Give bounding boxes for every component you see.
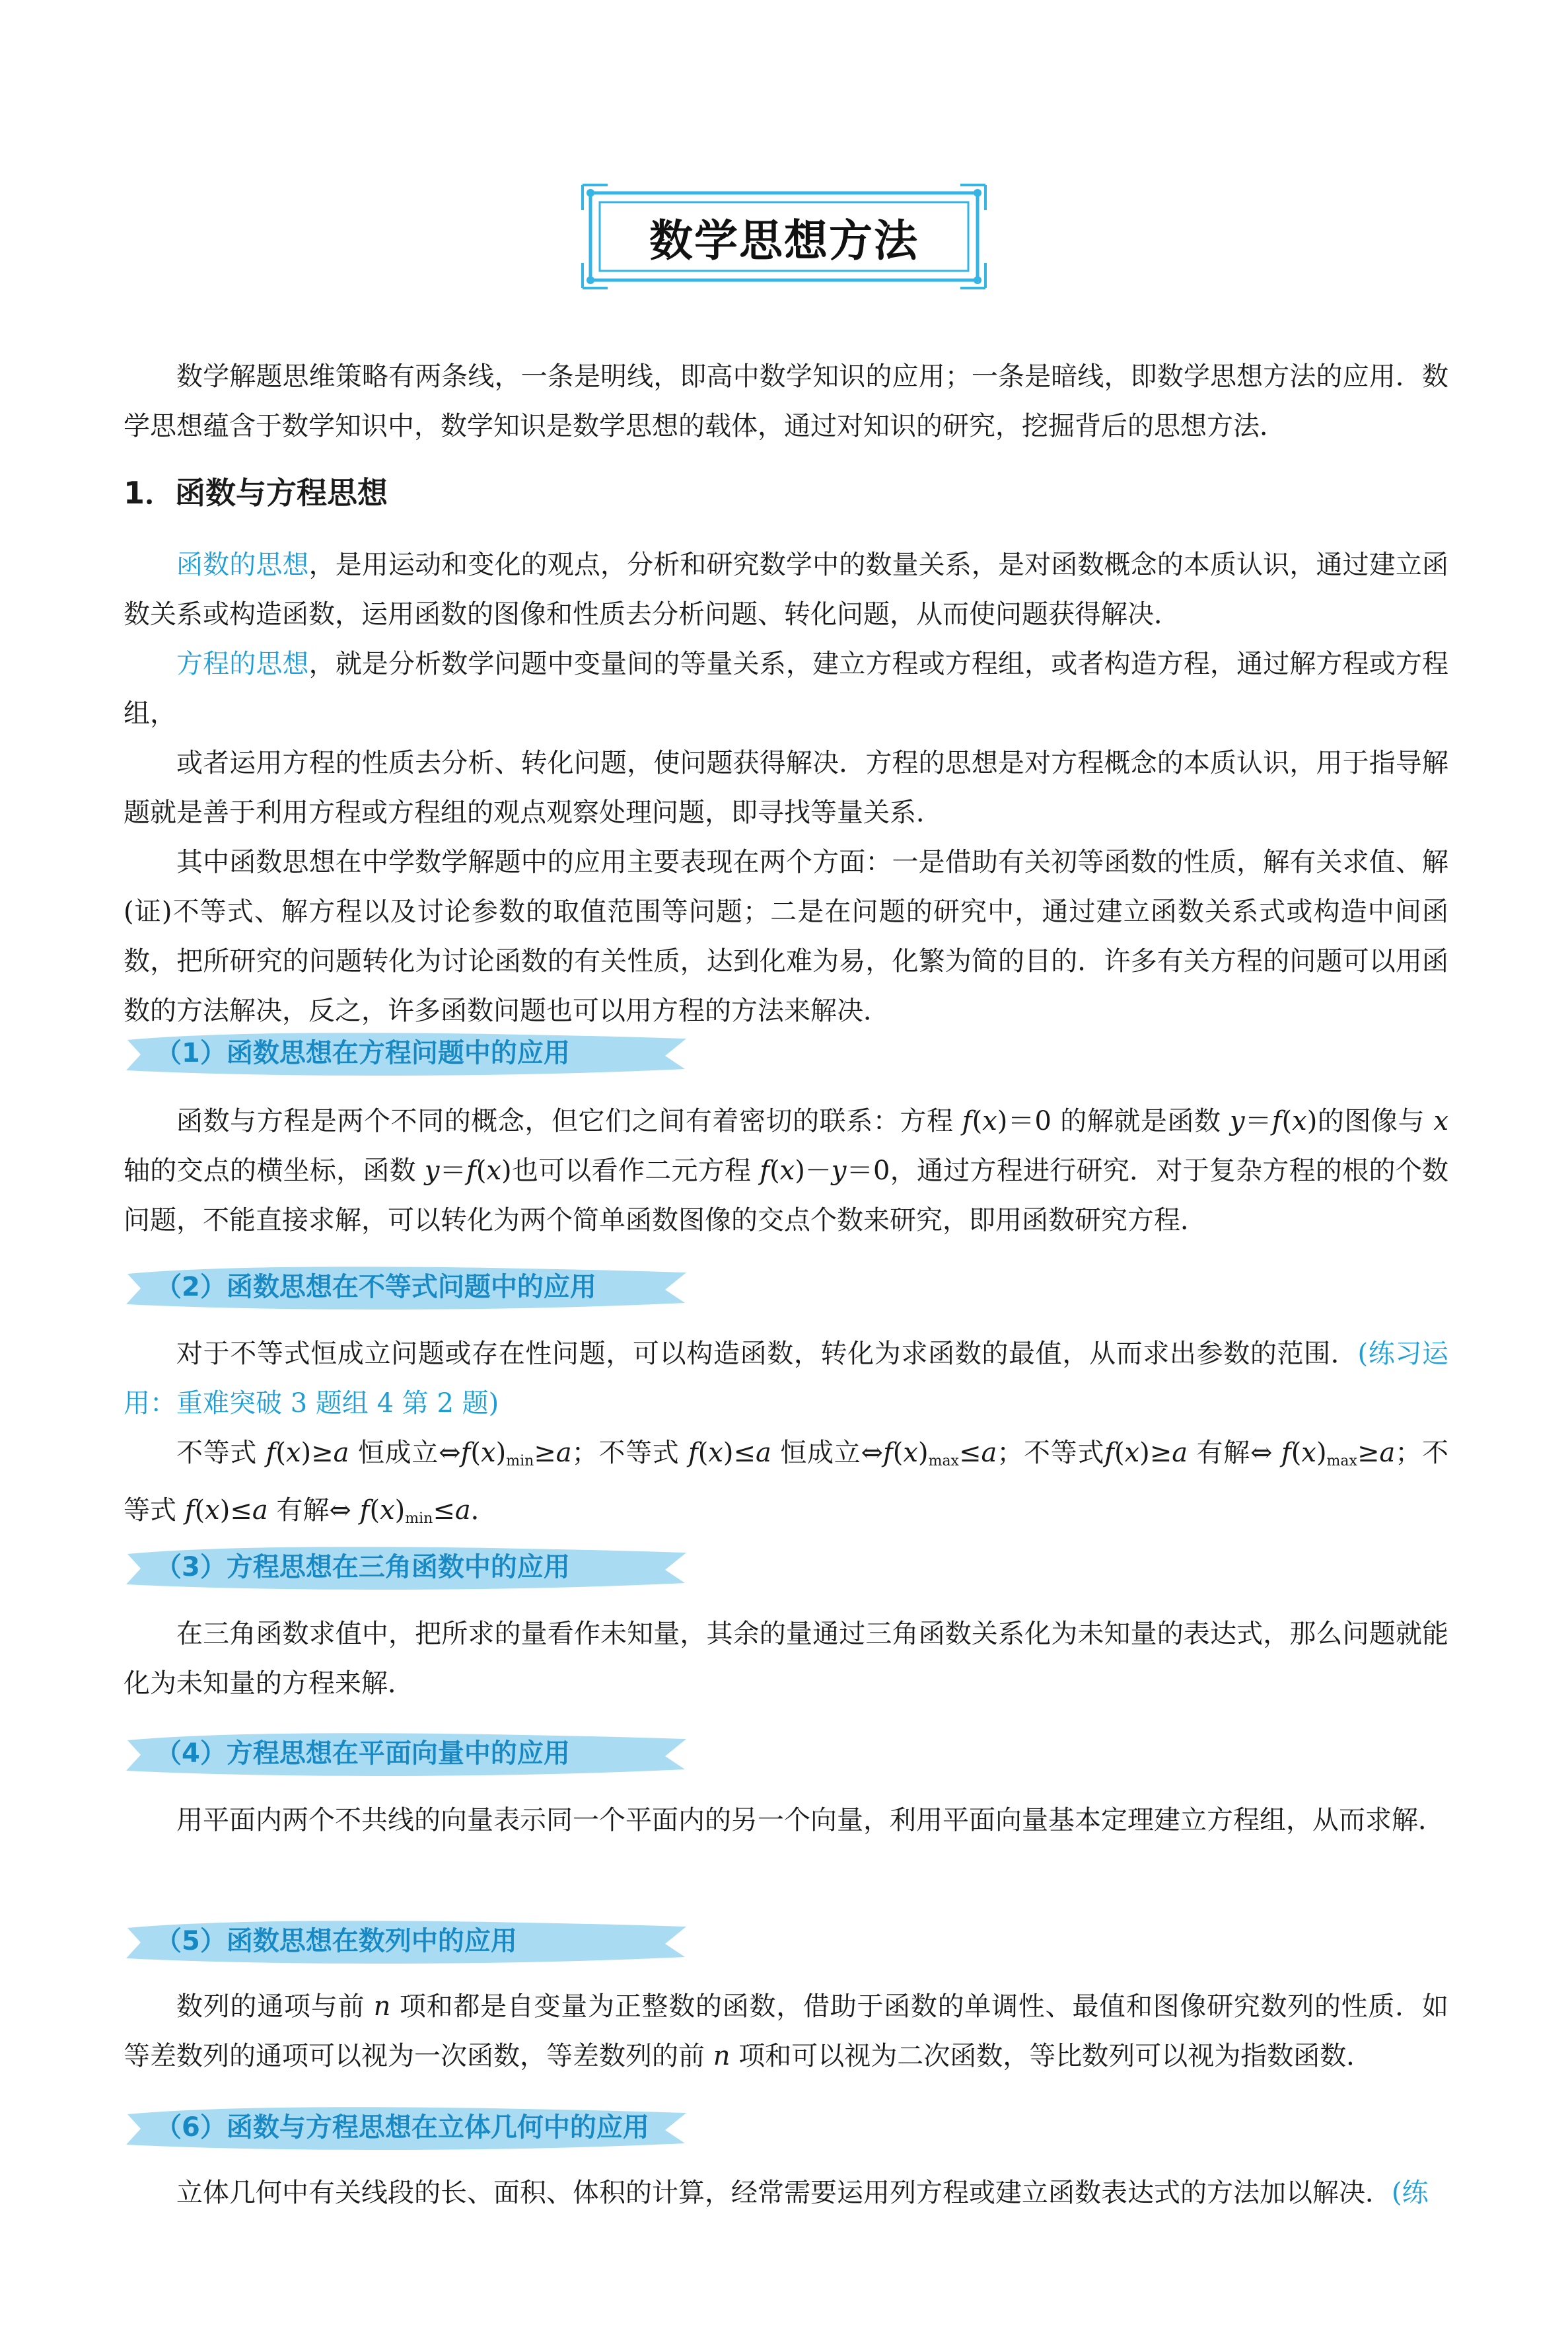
subsection-label-2: （2）函数思想在不等式问题中的应用 (155, 1272, 596, 1302)
subsection-label-3: （3）方程思想在三角函数中的应用 (155, 1552, 570, 1582)
subsection-5-text: 数列的通项与前 n 项和都是自变量为正整数的函数，借助于函数的单调性、最值和图像研究数列的性质．如等差数列的通项可以视为一次函数，等差数列的前 n 项和可以视为二次函数，等比数列可以视为指数函数． (124, 1991, 1448, 2071)
inequality-rules: 不等式 f(x)≥a 恒成立$\Leftrightarrow f(x)_{min}\ge a$；不等式 f(x)≤a 恒成立$\Leftrightarrow f(x)_{max}\le a$；不等式f(x)≥a 有解⇔ $f(x)_{max}\ge a$；不等式 f(x)≤a 有解⇔ $f(x)_{min}\le a$． (124, 1438, 1449, 1527)
function-thought-paragraph (124, 540, 1448, 640)
subsection-4-text: 用平面内两个不共线的向量表示同一个平面内的另一个向量，利用平面向量基本定理建立方程组，从而求解． (176, 1805, 1444, 1835)
title-banner (581, 184, 987, 289)
practice-reference-link[interactable]: (练习运用：重难突破 3 题组 4 第 2 题) (124, 1339, 1448, 1419)
subsection-heading-1 (124, 1025, 692, 1081)
subsection-heading-6 (124, 2100, 692, 2155)
subsection-1-text: 函数与方程是两个不同的概念，但它们之间有着密切的联系：方程 f(x)＝0 的解就是函数 y＝f(x)的图像与 x 轴的交点的横坐标，函数 y＝f(x)也可以看作二元方程 f(x)－y＝0，通过方程进行研究．对于复杂方程的根的个数问题，不能直接求解，可以转化为两个简单函数图像的交点个数来研究，即用函数研究方程． (124, 1106, 1449, 1236)
equation-thought-continued: 或者运用方程的性质去分析、转化问题，使问题获得解决．方程的思想是对方程概念的本质认识，用于指导解题就是善于利用方程或方程组的观点观察处理问题，即寻找等量关系． (124, 748, 1448, 828)
equation-thought-text: ，就是分析数学问题中变量间的等量关系，建立方程或方程组，或者构造方程，通过解方程或方程组， (124, 649, 1449, 729)
equation-thought-paragraph (124, 640, 1448, 739)
subsection-2-text: 对于不等式恒成立问题或存在性问题，可以构造函数，转化为求函数的最值，从而求出参数的范围．(练习运用：重难突破 3 题组 4 第 2 题) (124, 1339, 1448, 1419)
subsection-heading-5 (124, 1913, 692, 1969)
subsection-heading-2 (124, 1259, 692, 1315)
subsection-label-4: （4）方程思想在平面向量中的应用 (155, 1738, 570, 1769)
practice-reference-link-2[interactable]: (练 (1392, 2178, 1429, 2208)
subsection-label-1: （1）函数思想在方程问题中的应用 (155, 1038, 570, 1068)
subsection-heading-3 (124, 1539, 692, 1595)
section-heading: 1．函数与方程思想 (124, 475, 388, 511)
subsection-heading-4 (124, 1726, 692, 1781)
page-title: 数学思想方法 (649, 214, 919, 266)
subsection-6-text: 立体几何中有关线段的长、面积、体积的计算，经常需要运用列方程或建立函数表达式的方法加以解决．(练 (176, 2178, 1429, 2208)
subsection-label-5: （5）函数思想在数列中的应用 (155, 1926, 517, 1956)
intro-line-1: 数学解题思维策略有两条线，一条是明线，即高中数学知识的应用；一条是暗线，即数学思想方法的应用．数 (176, 361, 1448, 392)
equation-thought-term: 方程的思想 (176, 649, 309, 679)
applications-paragraph: 其中函数思想在中学数学解题中的应用主要表现在两个方面：一是借助有关初等函数的性质，解有关求值、解(证)不等式、解方程以及讨论参数的取值范围等问题；二是在问题的研究中，通过建立函数关系式或构造中间函数，把所研究的问题转化为讨论函数的有关性质，达到化难为易，化繁为简的目的．许多有关方程的问题可以用函数的方法解决，反之，许多函数问题也可以用方程的方法来解决． (124, 847, 1448, 1026)
intro-paragraph (124, 352, 1448, 451)
intro-line-2: 学思想蕴含于数学知识中，数学知识是数学思想的载体，通过对知识的研究，挖掘背后的思想方法． (124, 411, 1286, 441)
subsection-3-text: 在三角函数求值中，把所求的量看作未知量，其余的量通过三角函数关系化为未知量的表达式，那么问题就能化为未知量的方程来解． (124, 1619, 1448, 1699)
function-thought-text: ，是用运动和变化的观点，分析和研究数学中的数量关系，是对函数概念的本质认识，通过建立函数关系或构造函数，运用函数的图像和性质去分析问题、转化问题，从而使问题获得解决． (124, 550, 1449, 630)
function-thought-term: 函数的思想 (176, 550, 309, 580)
subsection-label-6: （6）函数与方程思想在立体几何中的应用 (155, 2112, 649, 2143)
